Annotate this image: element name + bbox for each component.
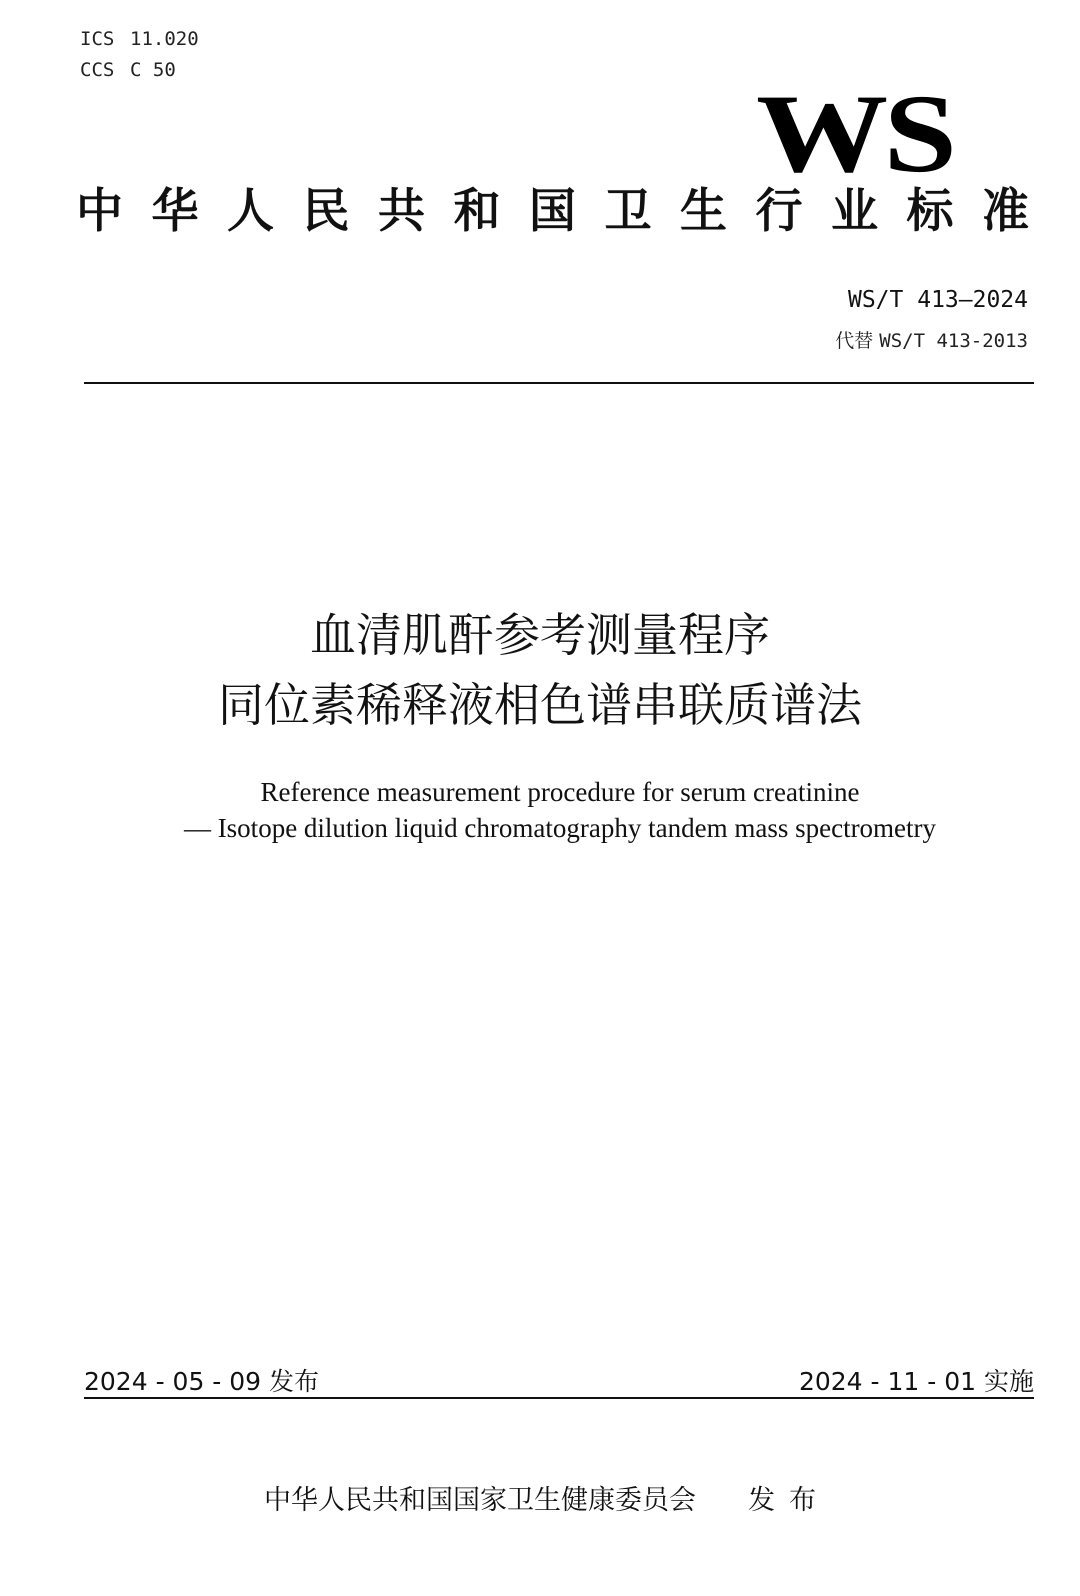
issuer-name: 中华人民共和国国家卫生健康委员会 bbox=[264, 1485, 696, 1516]
replaces-number: WS/T 413-2013 bbox=[879, 330, 1028, 352]
issue-date: 2024 - 05 - 09 发布 bbox=[84, 1367, 320, 1396]
ccs-label: CCS bbox=[80, 59, 115, 81]
standard-number: WS/T 413—2024 bbox=[847, 287, 1028, 313]
bottom-divider bbox=[84, 1397, 1034, 1399]
ccs-code: C 50 bbox=[130, 59, 176, 81]
ics-code: 11.020 bbox=[130, 28, 199, 50]
replaces-label: 代替 bbox=[835, 330, 874, 352]
standard-category-title: 中华人民共和国卫生行业标准 bbox=[76, 184, 1058, 239]
chinese-title-line1: 血清肌酐参考测量程序 bbox=[310, 608, 770, 662]
issuer-line bbox=[264, 1478, 830, 1517]
implement-date: 2024 - 11 - 01 实施 bbox=[798, 1367, 1034, 1396]
classification-codes bbox=[80, 24, 199, 86]
replaces-line bbox=[835, 326, 1028, 353]
ws-logo: WS bbox=[755, 72, 952, 196]
ics-label: ICS bbox=[80, 28, 115, 50]
top-divider bbox=[84, 382, 1034, 384]
ics-row bbox=[80, 24, 199, 55]
chinese-title-line2: 同位素稀释液相色谱串联质谱法 bbox=[218, 678, 862, 732]
ccs-row bbox=[80, 55, 199, 86]
publish-label: 发布 bbox=[748, 1485, 830, 1516]
english-title-line2: — Isotope dilution liquid chromatography tandem mass spectrometry bbox=[183, 813, 937, 843]
english-title-line1: Reference measurement procedure for serum creatinine bbox=[260, 777, 860, 807]
